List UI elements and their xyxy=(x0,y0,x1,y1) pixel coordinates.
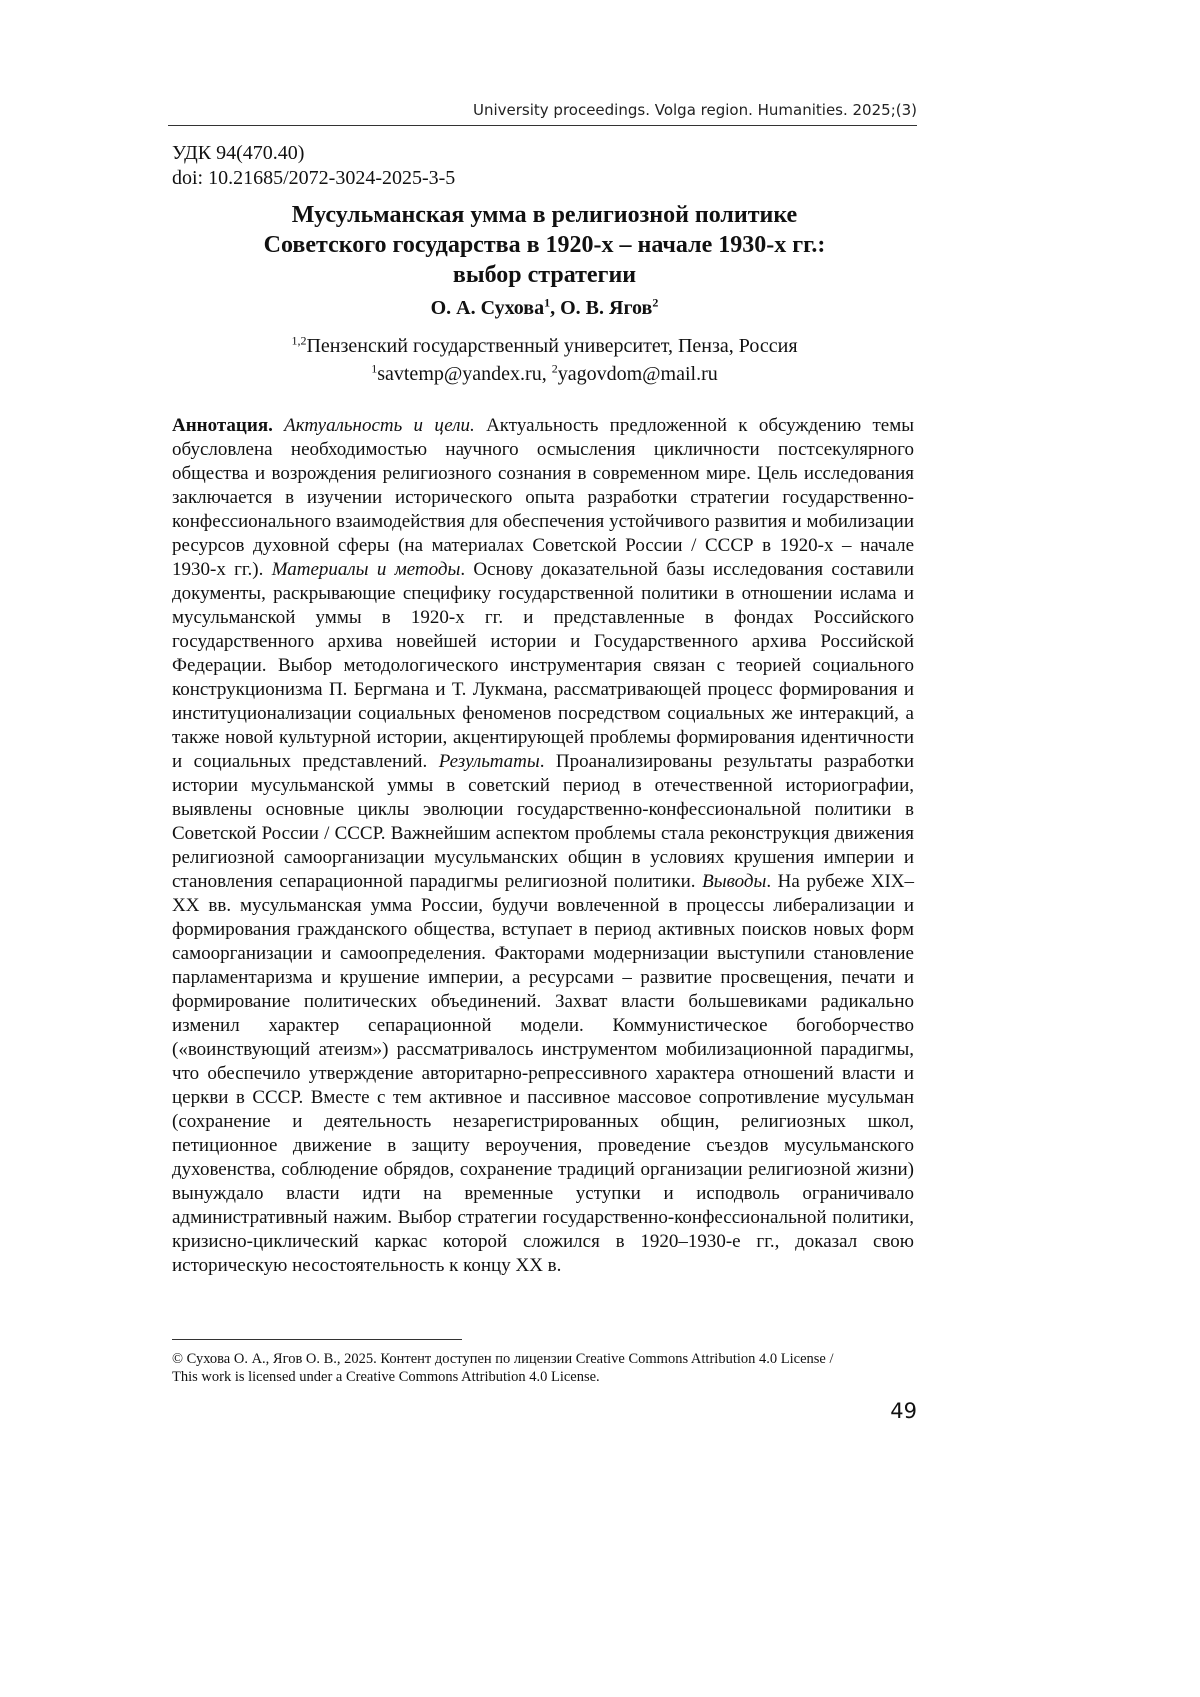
page-number: 49 xyxy=(890,1399,917,1423)
abstract-text: . На рубеже XIX–XX вв. мусульманская умма России, будучи вовлеченной в процессы либерализации и формирования гражданского общества, вступает в период активных поисков новых форм самоорганизации и самоопределения. Факторами модернизации выступили становление парламентаризма и крушение империи, а ресурсами – развитие просвещения, печати и формирование политических объединений. Захват власти большевиками радикально изменил характер сепарационной модели. Коммунистическое богоборчество («воинствующий атеизм») рассматривалось инструментом мобилизационной парадигмы, что обеспечило утверждение авторитарно-репрессивного характера отношений власти и церкви в СССР. Вместе с тем активное и пассивное массовое сопротивление мусульман (сохранение и деятельность незарегистрированных общин, религиозных школ, петиционное движение в защиту вероучения, проведение съездов мусульманского духовенства, соблюдение обрядов, сохранение традиций организации религиозной жизни) вынуждало власти идти на временные уступки и исподволь ограничивало административный нажим. Выбор стратегии государственно-конфессиональной политики, кризисно-циклический каркас которой сложился в 1920–1930-е гг., доказал свою историческую несостоятельность к концу XX в. xyxy=(172,871,914,1276)
udk-code: УДК 94(470.40) xyxy=(172,142,305,164)
footnote-line: This work is licensed under a Creative Commons Attribution 4.0 License. xyxy=(172,1369,600,1385)
footnote-line: © Сухова О. А., Ягов О. В., 2025. Контент доступен по лицензии Creative Commons Attribution 4.0 License / xyxy=(172,1351,834,1367)
header-rule xyxy=(168,125,917,126)
author-superscript: 1 xyxy=(544,295,551,310)
abstract-heading: Результаты xyxy=(438,751,540,772)
abstract-heading: Материалы и методы xyxy=(271,559,461,580)
email-link[interactable]: yagovdom@mail.ru xyxy=(557,363,718,385)
affiliation xyxy=(172,335,917,358)
article-title xyxy=(172,200,917,290)
abstract-text: . Основу доказательной базы исследования составили документы, раскрывающие специфику государственной политики в отношении ислама и мусульманской уммы в 1920-х гг. и представленные в фондах Российского государственного архива новейшей истории и Государственного архива Российской Федерации. Выбор методологического инструментария связан с теорией социального конструкционизма П. Бергмана и Т. Лукмана, рассматривающей процесс формирования и институционализации социальных феноменов посредством социальных же интеракций, а также новой культурной истории, акцентирующей проблемы формирования идентичности и социальных представлений. xyxy=(172,559,914,772)
abstract-heading: Актуальность и цели. xyxy=(284,415,475,436)
email-link[interactable]: savtemp@yandex.ru xyxy=(377,363,542,385)
abstract-label: Аннотация. xyxy=(172,415,273,436)
author-name: О. А. Сухова xyxy=(430,297,545,319)
affiliation-superscript: 1,2 xyxy=(291,333,307,348)
abstract-text: . Проанализированы результаты разработки истории мусульманской уммы в советский период в отечественной историографии, выявлены основные циклы эволюции государственно-конфессиональной политики в Советской России / СССР. Важнейшим аспектом проблемы стала реконструкция движения религиозной самоорганизации мусульманских общин в условиях крушения империи и становления сепарационной парадигмы религиозной политики. xyxy=(172,751,914,892)
email-superscript: 1 xyxy=(371,361,378,376)
author-list xyxy=(172,297,917,320)
abstract-heading: Выводы xyxy=(702,871,767,892)
title-line: выбор стратегии xyxy=(452,262,637,288)
running-header: University proceedings. Volga region. Humanities. 2025;(3) xyxy=(472,101,917,119)
author-name: О. В. Ягов xyxy=(560,297,653,319)
license-footnote xyxy=(172,1350,917,1386)
footnote-rule xyxy=(172,1339,462,1340)
doi[interactable]: doi: 10.21685/2072-3024-2025-3-5 xyxy=(172,167,456,189)
title-line: Мусульманская умма в религиозной политике xyxy=(291,202,798,228)
email-superscript: 2 xyxy=(551,361,558,376)
author-emails xyxy=(172,363,917,386)
email-separator: , xyxy=(541,363,552,385)
affiliation-text: Пензенский государственный университет, Пенза, Россия xyxy=(306,335,798,357)
author-separator: , xyxy=(550,297,561,319)
abstract xyxy=(172,414,914,1278)
abstract-text: Актуальность предложенной к обсуждению темы обусловлена необходимостью научного осмысления цикличности постсекулярного общества и возрождения религиозного сознания в современном мире. Цель исследования заключается в изучении исторического опыта разработки стратегии государственно-конфессионального взаимодействия для обеспечения устойчивого развития и мобилизации ресурсов духовной сферы (на материалах Советской России / СССР в 1920-х – начале 1930-х гг.). xyxy=(172,415,914,580)
author-superscript: 2 xyxy=(652,295,659,310)
title-line: Советского государства в 1920-х – начале 1930-х гг.: xyxy=(263,232,826,258)
